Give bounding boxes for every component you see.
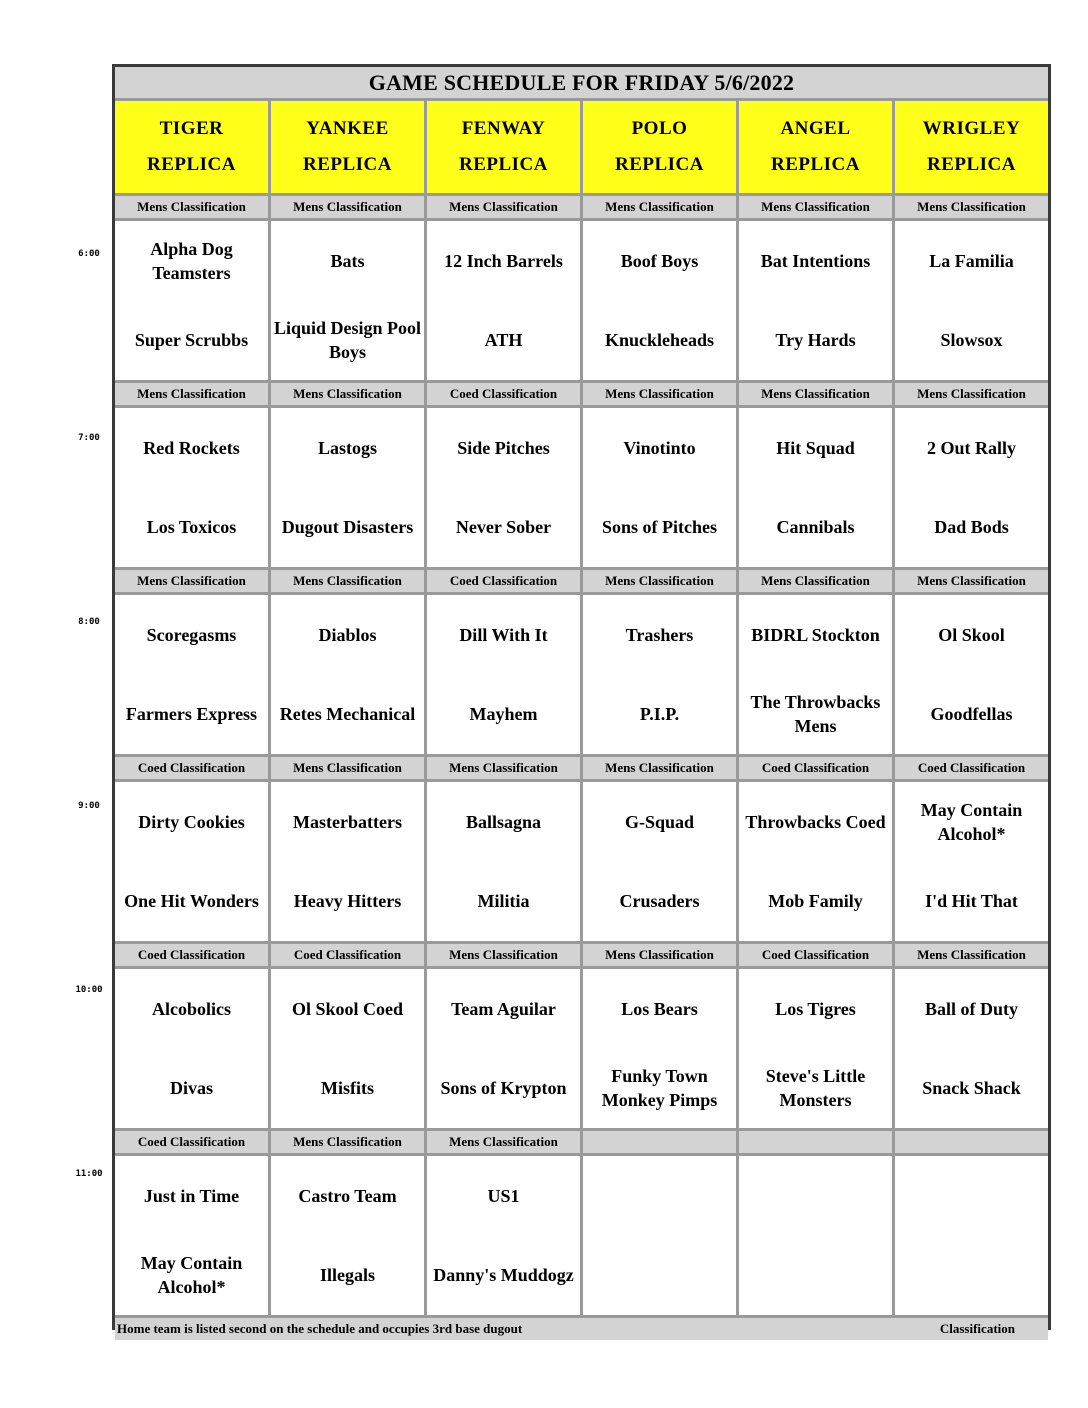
classification-label: Coed Classification bbox=[739, 757, 892, 779]
time-label-10: 10:00 bbox=[75, 985, 103, 995]
home-team: ATH bbox=[484, 330, 523, 351]
away-team: Masterbatters bbox=[293, 811, 402, 832]
time-label-9: 9:00 bbox=[78, 801, 100, 811]
home-team: Sons of Pitches bbox=[601, 517, 717, 538]
classification-label: Mens Classification bbox=[583, 944, 736, 966]
classification-label: Mens Classification bbox=[271, 757, 424, 779]
game-cell bbox=[583, 595, 736, 754]
time-label-7: 7:00 bbox=[78, 433, 100, 443]
game-cell bbox=[115, 595, 268, 754]
away-team: Boof Boys bbox=[620, 250, 699, 271]
classification-label bbox=[583, 1131, 736, 1153]
game-cell bbox=[115, 408, 268, 567]
field-name: WRIGLEY bbox=[922, 118, 1021, 139]
away-team: Bats bbox=[330, 250, 365, 271]
classification-label: Coed Classification bbox=[115, 757, 268, 779]
home-team: Divas bbox=[169, 1078, 213, 1099]
home-team: Super Scrubbs bbox=[134, 330, 249, 351]
game-cell bbox=[895, 969, 1048, 1128]
game-cell bbox=[583, 221, 736, 380]
classification-label: Mens Classification bbox=[427, 196, 580, 218]
away-team: BIDRL Stockton bbox=[751, 624, 880, 645]
away-team: Team Aguilar bbox=[451, 998, 556, 1019]
game-cell bbox=[739, 595, 892, 754]
game-cell bbox=[739, 221, 892, 380]
home-team: I'd Hit That bbox=[925, 891, 1018, 912]
home-team: Sons of Krypton bbox=[440, 1078, 567, 1099]
away-team bbox=[739, 1156, 892, 1236]
game-cell bbox=[427, 1156, 580, 1315]
classification-label: Coed Classification bbox=[115, 1131, 268, 1153]
field-name: YANKEE bbox=[306, 118, 389, 139]
classification-label: Coed Classification bbox=[895, 757, 1048, 779]
classification-label bbox=[895, 1131, 1048, 1153]
home-team: Mob Family bbox=[768, 891, 863, 912]
classification-label: Mens Classification bbox=[271, 570, 424, 592]
home-team: Farmers Express bbox=[125, 704, 258, 725]
away-team: Los Tigres bbox=[775, 998, 856, 1019]
away-team: Scoregasms bbox=[146, 624, 237, 645]
away-team: Los Bears bbox=[621, 998, 698, 1019]
classification-label: Mens Classification bbox=[739, 196, 892, 218]
field-name: TIGER bbox=[159, 118, 224, 139]
home-team: Mayhem bbox=[469, 704, 538, 725]
away-team: Diablos bbox=[318, 624, 377, 645]
classification-legend: Classification bbox=[939, 1321, 1015, 1336]
game-cell bbox=[583, 782, 736, 941]
game-cell bbox=[115, 221, 268, 380]
away-team: Throwbacks Coed bbox=[745, 811, 886, 832]
classification-label: Mens Classification bbox=[427, 944, 580, 966]
field-header-yankee bbox=[271, 101, 424, 193]
field-name: POLO bbox=[631, 118, 688, 139]
away-team: Bat Intentions bbox=[760, 250, 871, 271]
classification-label: Mens Classification bbox=[895, 944, 1048, 966]
away-team: La Familia bbox=[929, 250, 1014, 271]
schedule-title: GAME SCHEDULE FOR FRIDAY 5/6/2022 bbox=[115, 67, 1048, 98]
away-team: Dill With It bbox=[459, 624, 548, 645]
home-team bbox=[739, 1236, 892, 1316]
time-label-11: 11:00 bbox=[75, 1169, 103, 1179]
home-team: Misfits bbox=[321, 1078, 374, 1099]
classification-label: Mens Classification bbox=[271, 196, 424, 218]
game-cell bbox=[739, 782, 892, 941]
home-team bbox=[895, 1236, 1048, 1316]
home-team: Dad Bods bbox=[934, 517, 1009, 538]
classification-label: Mens Classification bbox=[115, 196, 268, 218]
home-team: May Contain Alcohol* bbox=[140, 1253, 243, 1298]
away-team: Lastogs bbox=[317, 437, 377, 458]
field-name: ANGEL bbox=[780, 118, 851, 139]
classification-label: Mens Classification bbox=[895, 570, 1048, 592]
field-subtitle: REPLICA bbox=[770, 154, 860, 175]
classification-label: Mens Classification bbox=[271, 1131, 424, 1153]
home-team: Dugout Disasters bbox=[281, 517, 414, 538]
home-team: Retes Mechanical bbox=[279, 704, 416, 725]
field-subtitle: REPLICA bbox=[146, 154, 236, 175]
home-team: One Hit Wonders bbox=[124, 891, 259, 912]
home-team: Los Toxicos bbox=[146, 517, 237, 538]
game-cell bbox=[427, 969, 580, 1128]
away-team: 2 Out Rally bbox=[926, 437, 1016, 458]
away-team: Vinotinto bbox=[623, 437, 696, 458]
away-team: Ol Skool Coed bbox=[291, 998, 404, 1019]
game-cell bbox=[739, 408, 892, 567]
game-cell bbox=[271, 1156, 424, 1315]
home-team: The Throwbacks Mens bbox=[750, 692, 881, 737]
classification-label: Mens Classification bbox=[583, 757, 736, 779]
home-team: Try Hards bbox=[775, 330, 856, 351]
game-cell bbox=[583, 1156, 736, 1315]
away-team: Ol Skool bbox=[938, 624, 1005, 645]
field-subtitle: REPLICA bbox=[614, 154, 704, 175]
away-team: Trashers bbox=[625, 624, 694, 645]
classification-label bbox=[739, 1131, 892, 1153]
game-cell bbox=[271, 408, 424, 567]
field-header-polo bbox=[583, 101, 736, 193]
classification-label: Mens Classification bbox=[895, 383, 1048, 405]
classification-label: Mens Classification bbox=[115, 383, 268, 405]
home-team: Heavy Hitters bbox=[293, 891, 402, 912]
game-cell bbox=[895, 595, 1048, 754]
classification-label: Mens Classification bbox=[583, 196, 736, 218]
game-cell bbox=[271, 782, 424, 941]
away-team: Ball of Duty bbox=[924, 998, 1018, 1019]
home-team: Goodfellas bbox=[930, 704, 1013, 725]
game-cell bbox=[739, 1156, 892, 1315]
away-team bbox=[895, 1156, 1048, 1236]
field-subtitle: REPLICA bbox=[302, 154, 392, 175]
home-team: Steve's Little Monsters bbox=[765, 1066, 866, 1111]
home-team: Illegals bbox=[319, 1265, 375, 1286]
away-team: Side Pitches bbox=[457, 437, 550, 458]
field-subtitle: REPLICA bbox=[926, 154, 1016, 175]
classification-label: Coed Classification bbox=[271, 944, 424, 966]
game-cell bbox=[895, 1156, 1048, 1315]
home-team bbox=[583, 1236, 736, 1316]
home-team: Funky Town Monkey Pimps bbox=[601, 1066, 718, 1111]
away-team: May Contain Alcohol* bbox=[920, 799, 1023, 844]
game-cell bbox=[895, 408, 1048, 567]
classification-label: Mens Classification bbox=[583, 570, 736, 592]
field-header-tiger bbox=[115, 101, 268, 193]
time-label-6: 6:00 bbox=[78, 249, 100, 259]
game-cell bbox=[115, 782, 268, 941]
game-cell bbox=[271, 221, 424, 380]
game-cell bbox=[271, 595, 424, 754]
game-cell bbox=[583, 408, 736, 567]
home-team-note: Home team is listed second on the schedule and occupies 3rd base dugout bbox=[117, 1321, 523, 1336]
field-header-wrigley bbox=[895, 101, 1048, 193]
classification-label: Mens Classification bbox=[427, 757, 580, 779]
away-team: Just in Time bbox=[143, 1185, 240, 1206]
game-cell bbox=[895, 221, 1048, 380]
classification-label: Mens Classification bbox=[271, 383, 424, 405]
away-team: US1 bbox=[487, 1185, 520, 1206]
classification-label: Coed Classification bbox=[427, 383, 580, 405]
game-cell bbox=[583, 969, 736, 1128]
game-cell bbox=[895, 782, 1048, 941]
schedule-table bbox=[112, 64, 1051, 1336]
home-team: Cannibals bbox=[776, 517, 855, 538]
away-team: G-Squad bbox=[624, 811, 695, 832]
field-subtitle: REPLICA bbox=[458, 154, 548, 175]
home-team: Crusaders bbox=[619, 891, 700, 912]
game-cell bbox=[739, 969, 892, 1128]
field-name: FENWAY bbox=[461, 118, 546, 139]
game-cell bbox=[115, 969, 268, 1128]
home-team: Danny's Muddogz bbox=[433, 1265, 574, 1286]
classification-label: Mens Classification bbox=[739, 383, 892, 405]
home-team: Liquid Design Pool Boys bbox=[273, 318, 422, 363]
classification-label: Mens Classification bbox=[583, 383, 736, 405]
away-team: Hit Squad bbox=[776, 437, 855, 458]
game-cell bbox=[115, 1156, 268, 1315]
away-team: Alpha Dog Teamsters bbox=[150, 238, 233, 283]
away-team: Red Rockets bbox=[143, 437, 240, 458]
home-team: Knuckleheads bbox=[604, 330, 715, 351]
field-header-fenway bbox=[427, 101, 580, 193]
classification-label: Mens Classification bbox=[427, 1131, 580, 1153]
classification-label: Coed Classification bbox=[115, 944, 268, 966]
away-team: Dirty Cookies bbox=[138, 811, 245, 832]
away-team: Castro Team bbox=[298, 1185, 397, 1206]
away-team: Ballsagna bbox=[465, 811, 542, 832]
schedule-footer bbox=[115, 1318, 1048, 1340]
home-team: Snack Shack bbox=[922, 1078, 1021, 1099]
game-cell bbox=[427, 782, 580, 941]
game-cell bbox=[427, 408, 580, 567]
game-cell bbox=[271, 969, 424, 1128]
home-team: Never Sober bbox=[455, 517, 552, 538]
classification-label: Mens Classification bbox=[895, 196, 1048, 218]
game-cell bbox=[427, 221, 580, 380]
time-label-8: 8:00 bbox=[78, 617, 100, 627]
home-team: Slowsox bbox=[940, 330, 1003, 351]
home-team: P.I.P. bbox=[639, 704, 680, 725]
away-team: 12 Inch Barrels bbox=[444, 250, 563, 271]
away-team: Alcobolics bbox=[152, 998, 231, 1019]
game-cell bbox=[427, 595, 580, 754]
field-header-angel bbox=[739, 101, 892, 193]
classification-label: Coed Classification bbox=[739, 944, 892, 966]
home-team: Militia bbox=[477, 891, 530, 912]
classification-label: Mens Classification bbox=[115, 570, 268, 592]
classification-label: Coed Classification bbox=[427, 570, 580, 592]
classification-label: Mens Classification bbox=[739, 570, 892, 592]
away-team bbox=[583, 1156, 736, 1236]
